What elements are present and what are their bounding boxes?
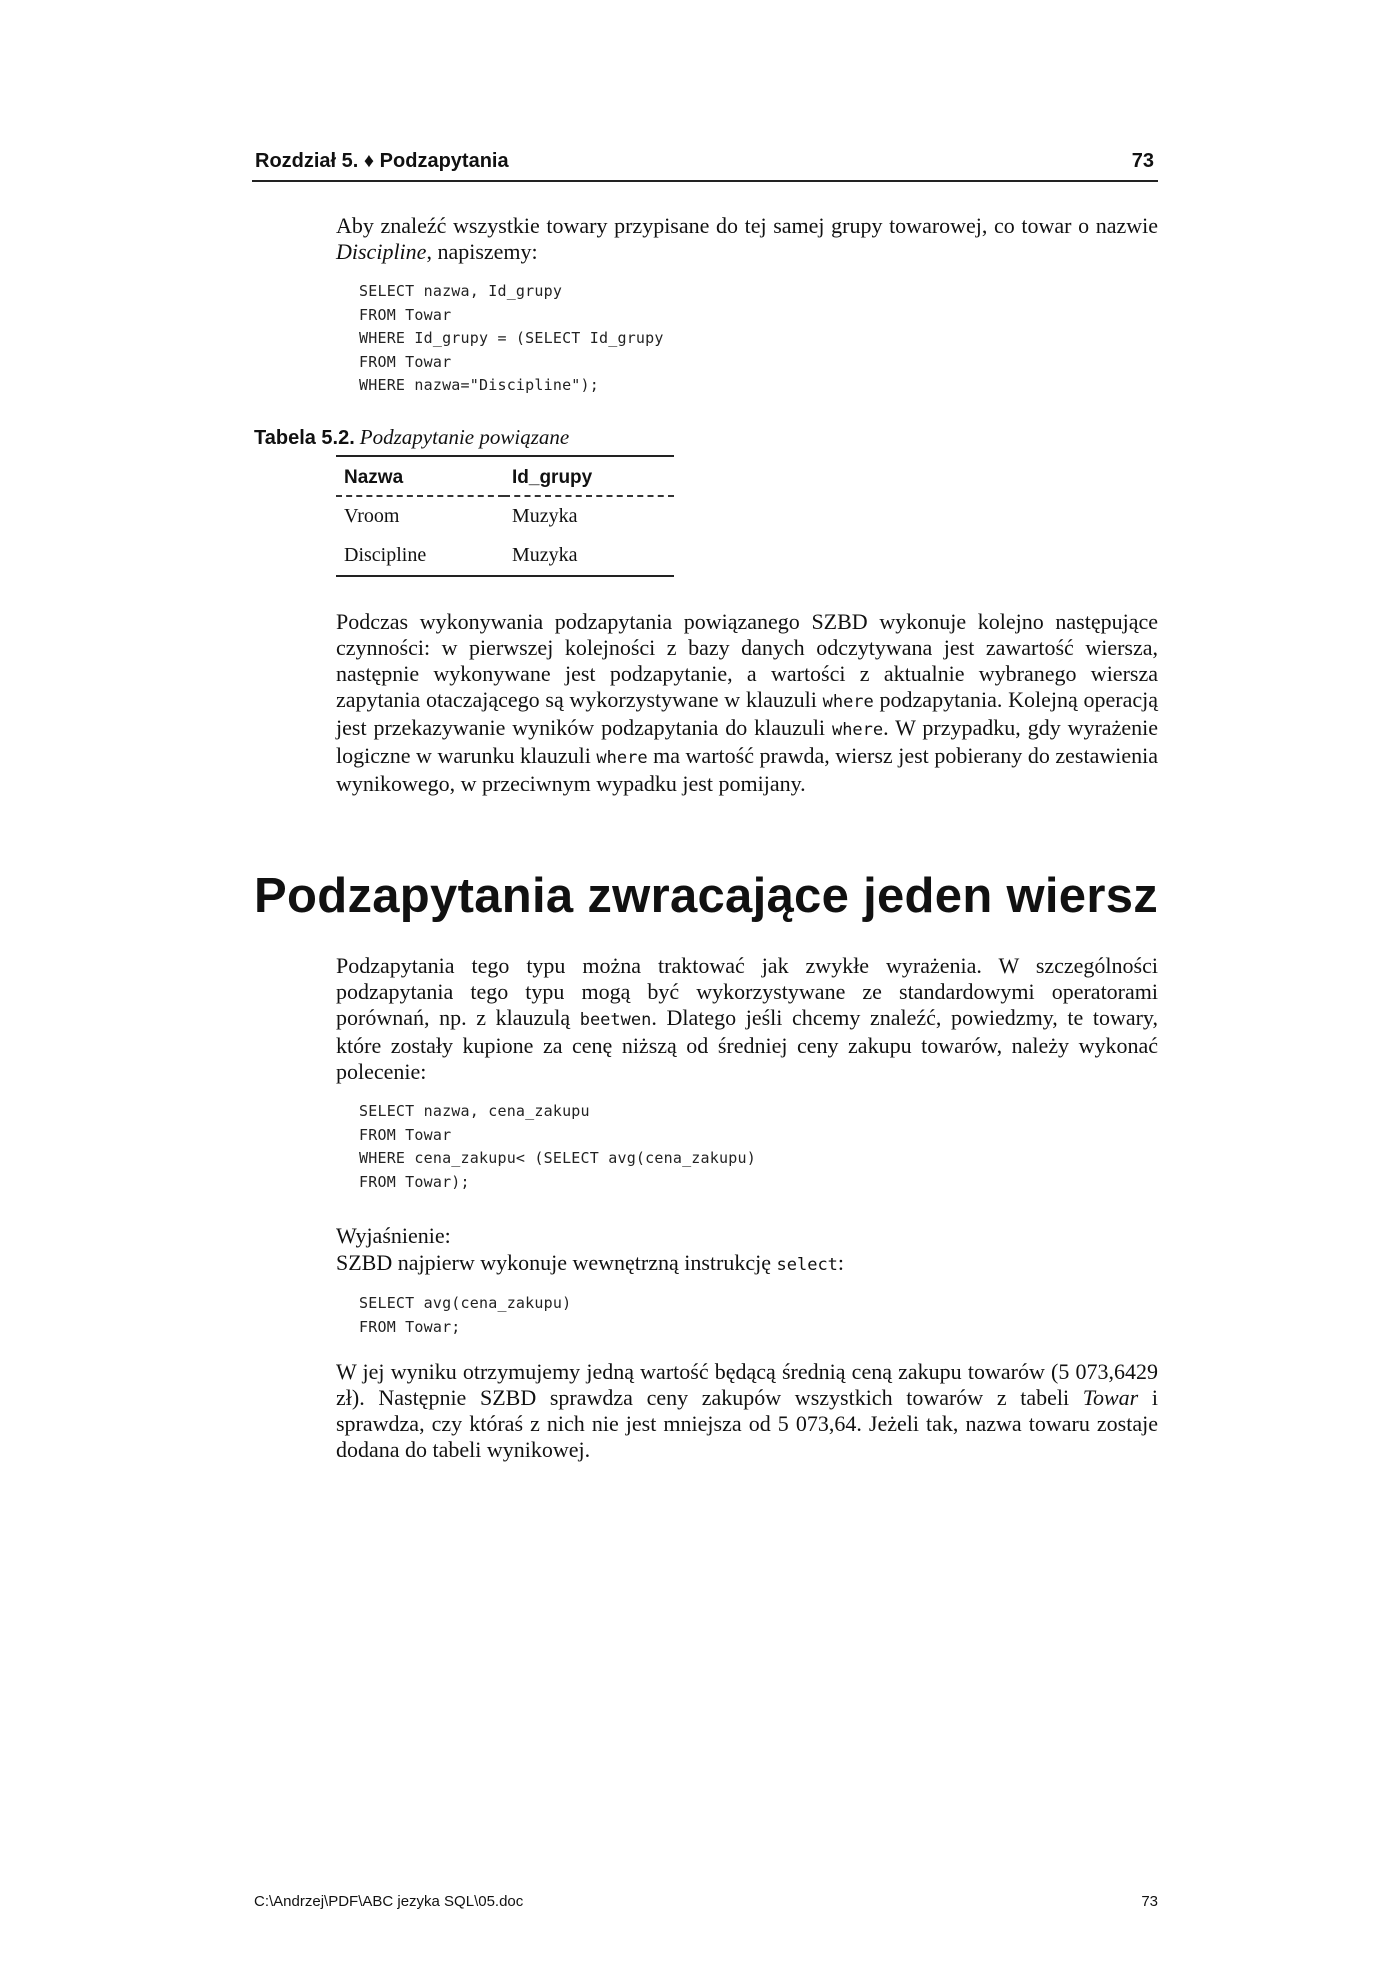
table-row — [336, 536, 674, 576]
paragraph-emphasis: Towar — [1082, 1385, 1139, 1410]
code-line: FROM Towar — [359, 352, 452, 371]
code-block-3 — [359, 1292, 571, 1339]
paragraph-text: : — [837, 1250, 845, 1275]
result-table — [336, 455, 674, 577]
table-caption — [254, 425, 569, 450]
code-line: SELECT nazwa, cena_zakupu — [359, 1102, 590, 1120]
table-caption-title: Podzapytanie powiązane — [359, 425, 570, 449]
intro-paragraph — [336, 213, 1158, 265]
table-cell: Discipline — [344, 544, 427, 566]
table-row — [336, 496, 674, 536]
code-line: WHERE nazwa="Discipline"); — [359, 376, 599, 394]
inline-code: where — [596, 748, 648, 768]
code-line: SELECT nazwa, Id_grupy — [359, 282, 563, 300]
code-line: WHERE cena_zakupu< (SELECT avg(cena_zakupu) — [359, 1149, 756, 1167]
footer-page-number: 73 — [1141, 1893, 1158, 1910]
inline-code: where — [831, 720, 884, 740]
paragraph-text: podzapytania. Kolejną operacją jest przekazywanie wyników podzapytania do klauzuli — [336, 687, 1158, 740]
paragraph-text: i sprawdza, czy któraś z nich nie jest mniejsza od 5 073,64. Jeżeli tak, nazwa towaru zostaje dodana do tabeli wynikowej. — [336, 1385, 1158, 1462]
intro-text: Aby znaleźć wszystkie towary przypisane do tej samej grupy towarowej, co towar o nazwie — [336, 213, 1158, 238]
footer-file-path: C:\Andrzej\PDF\ABC jezyka SQL\05.doc — [254, 1893, 524, 1910]
section-heading: Podzapytania zwracające jeden wiersz — [254, 869, 1159, 923]
paragraph-text: W jej wyniku otrzymujemy jedną wartość będącą średnią ceną zakupu towarów (5 073,6429 zł). Następnie SZBD sprawdza ceny zakupów wszystkich towarów z tabeli — [336, 1359, 1158, 1410]
code-block-1 — [359, 280, 664, 398]
table-cell: Muzyka — [512, 544, 578, 566]
correlated-subquery-paragraph — [336, 609, 1158, 797]
single-row-paragraph — [336, 953, 1158, 1085]
code-line: FROM Towar — [359, 305, 452, 324]
paragraph-text: Podzapytania tego typu można traktować jak zwykłe wyrażenia. W szczególności podzapytania tego typu mogą być wykorzystywane ze standardowymi operatorami porównań, np. z klauzulą — [336, 953, 1158, 1030]
result-paragraph — [336, 1359, 1158, 1463]
code-line: SELECT avg(cena_zakupu) — [359, 1294, 572, 1312]
code-line: FROM Towar; — [359, 1317, 461, 1336]
explanation-label-text: Wyjaśnienie: — [336, 1223, 451, 1248]
header-page-number: 73 — [1131, 150, 1154, 172]
inline-code: where — [822, 692, 874, 712]
paragraph-text: ma wartość prawda, wiersz jest pobierany do zestawienia wynikowego, w przeciwnym wypadku jest pomijany. — [336, 743, 1158, 796]
table-header-row — [336, 456, 674, 496]
paragraph-text: . W przypadku, gdy wyrażenie logiczne w warunku klauzuli — [336, 715, 1158, 768]
column-header: Id_grupy — [504, 456, 674, 496]
intro-text-end: , napiszemy: — [426, 239, 538, 264]
code-line: FROM Towar); — [359, 1172, 470, 1191]
intro-emphasis: Discipline — [336, 239, 427, 264]
inline-code: select — [776, 1255, 838, 1275]
inline-code: beetwen — [579, 1010, 652, 1030]
code-line: FROM Towar — [359, 1125, 452, 1144]
paragraph-text: Podczas wykonywania podzapytania powiązanego SZBD wykonuje kolejno następujące czynności: w pierwszej kolejności z bazy danych odczytywana jest zawartość wiersza, następnie wykonywane jest podzapytanie, a wartości z aktualnie wybranego wiersza zapytania otaczającego są wykorzystywane w klauzuli — [336, 609, 1158, 712]
table-cell: Muzyka — [512, 505, 578, 527]
column-header: Nazwa — [336, 456, 504, 496]
code-block-2 — [359, 1100, 756, 1194]
table-caption-label: Tabela 5.2. — [254, 427, 355, 449]
running-header — [252, 146, 1158, 182]
code-line: WHERE Id_grupy = (SELECT Id_grupy — [359, 329, 664, 347]
paragraph-text: SZBD najpierw wykonuje wewnętrzną instrukcję — [336, 1250, 777, 1275]
chapter-title: Rozdział 5. ♦ Podzapytania — [255, 150, 509, 172]
paragraph-text: . Dlatego jeśli chcemy znaleźć, powiedzmy, te towary, które zostały kupione za cenę niższą od średniej ceny zakupu towarów, należy wykonać polecenie: — [336, 1005, 1159, 1084]
explanation-label — [336, 1223, 1158, 1249]
explanation-text — [336, 1250, 1158, 1278]
table-cell: Vroom — [344, 505, 400, 527]
